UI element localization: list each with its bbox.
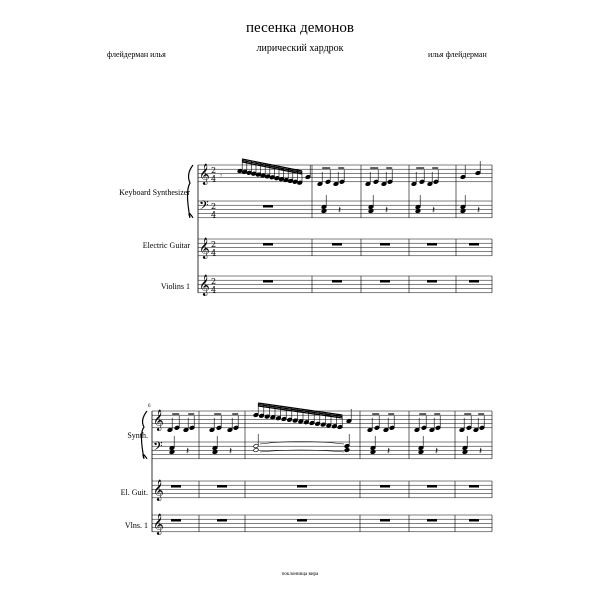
whole-rest <box>469 280 479 282</box>
bass-clef-icon: 𝄢 <box>199 198 209 216</box>
time-signature-icon: 2 <box>211 202 217 211</box>
whole-rest <box>263 243 273 245</box>
note-head <box>344 448 350 453</box>
whole-rest <box>380 485 390 487</box>
measure-number: 6 <box>148 404 151 409</box>
whole-rest <box>217 519 227 521</box>
whole-rest <box>297 519 307 521</box>
beam <box>258 403 342 415</box>
bass-clef-icon: 𝄢 <box>153 439 163 457</box>
whole-rest <box>332 280 342 282</box>
time-signature-icon: 4 <box>211 285 217 295</box>
time-signature-icon: 2 <box>211 277 217 286</box>
instrument-label-violins: Violins 1 <box>160 282 190 291</box>
lyricist-credit: флейдерман илья <box>107 50 166 59</box>
whole-rest <box>171 519 181 521</box>
quarter-rest-icon: 𝄽 <box>432 205 436 216</box>
composer-credit: илья флейдерман <box>428 50 487 59</box>
treble-clef-icon: 𝄞 <box>199 164 210 185</box>
time-signature-icon: 4 <box>211 248 217 258</box>
beam <box>258 405 342 417</box>
quarter-rest-icon: 𝄽 <box>186 446 190 457</box>
quarter-rest-icon: 𝄽 <box>385 205 389 216</box>
whole-rest <box>469 485 479 487</box>
quarter-rest-icon: 𝄽 <box>338 205 342 216</box>
quarter-rest-icon: 𝄽 <box>387 446 391 457</box>
treble-clef-icon: 𝄞 <box>153 410 164 431</box>
brace <box>188 165 194 218</box>
whole-rest <box>427 485 437 487</box>
whole-rest <box>263 205 273 207</box>
whole-rest <box>469 519 479 521</box>
note-head <box>253 448 259 453</box>
whole-rest <box>427 243 437 245</box>
piece-title: песенка демонов <box>246 20 354 36</box>
whole-rest <box>427 519 437 521</box>
whole-rest <box>171 485 181 487</box>
time-signature-icon: 2 <box>211 240 217 249</box>
instrument-label-violins-short: Vlns. 1 <box>124 521 148 530</box>
treble-clef-icon: 𝄞 <box>153 480 164 501</box>
piece-subtitle: лирический хардрок <box>256 43 344 54</box>
quarter-rest-icon: 𝄽 <box>477 205 481 216</box>
time-signature-icon: 4 <box>211 210 217 220</box>
treble-clef-icon: 𝄞 <box>153 514 164 535</box>
instrument-label-guitar-short: El. Guit. <box>120 488 148 497</box>
instrument-label-synth-short: Synth. <box>127 431 148 440</box>
whole-rest <box>380 519 390 521</box>
instrument-label-guitar: Electric Guitar <box>142 241 190 250</box>
footer-text: поклонница вира <box>281 572 319 577</box>
whole-rest <box>297 485 307 487</box>
treble-clef-icon: 𝄞 <box>199 275 210 296</box>
whole-rest <box>380 243 390 245</box>
quarter-rest-icon: 𝄽 <box>479 446 483 457</box>
whole-rest <box>217 485 227 487</box>
whole-rest <box>332 243 342 245</box>
treble-clef-icon: 𝄞 <box>199 238 210 259</box>
quarter-rest-icon: 𝄽 <box>435 446 439 457</box>
whole-rest <box>427 280 437 282</box>
time-signature-icon: 2 <box>211 166 217 175</box>
quarter-rest-icon: 𝄽 <box>229 446 233 457</box>
whole-rest <box>263 280 273 282</box>
eighth-rest-icon: 𝄾 <box>220 172 222 180</box>
whole-rest <box>469 243 479 245</box>
whole-rest <box>380 280 390 282</box>
instrument-label-keyboard: Keyboard Synthesizer <box>119 188 190 197</box>
time-signature-icon: 4 <box>211 174 217 184</box>
brace <box>142 411 148 459</box>
